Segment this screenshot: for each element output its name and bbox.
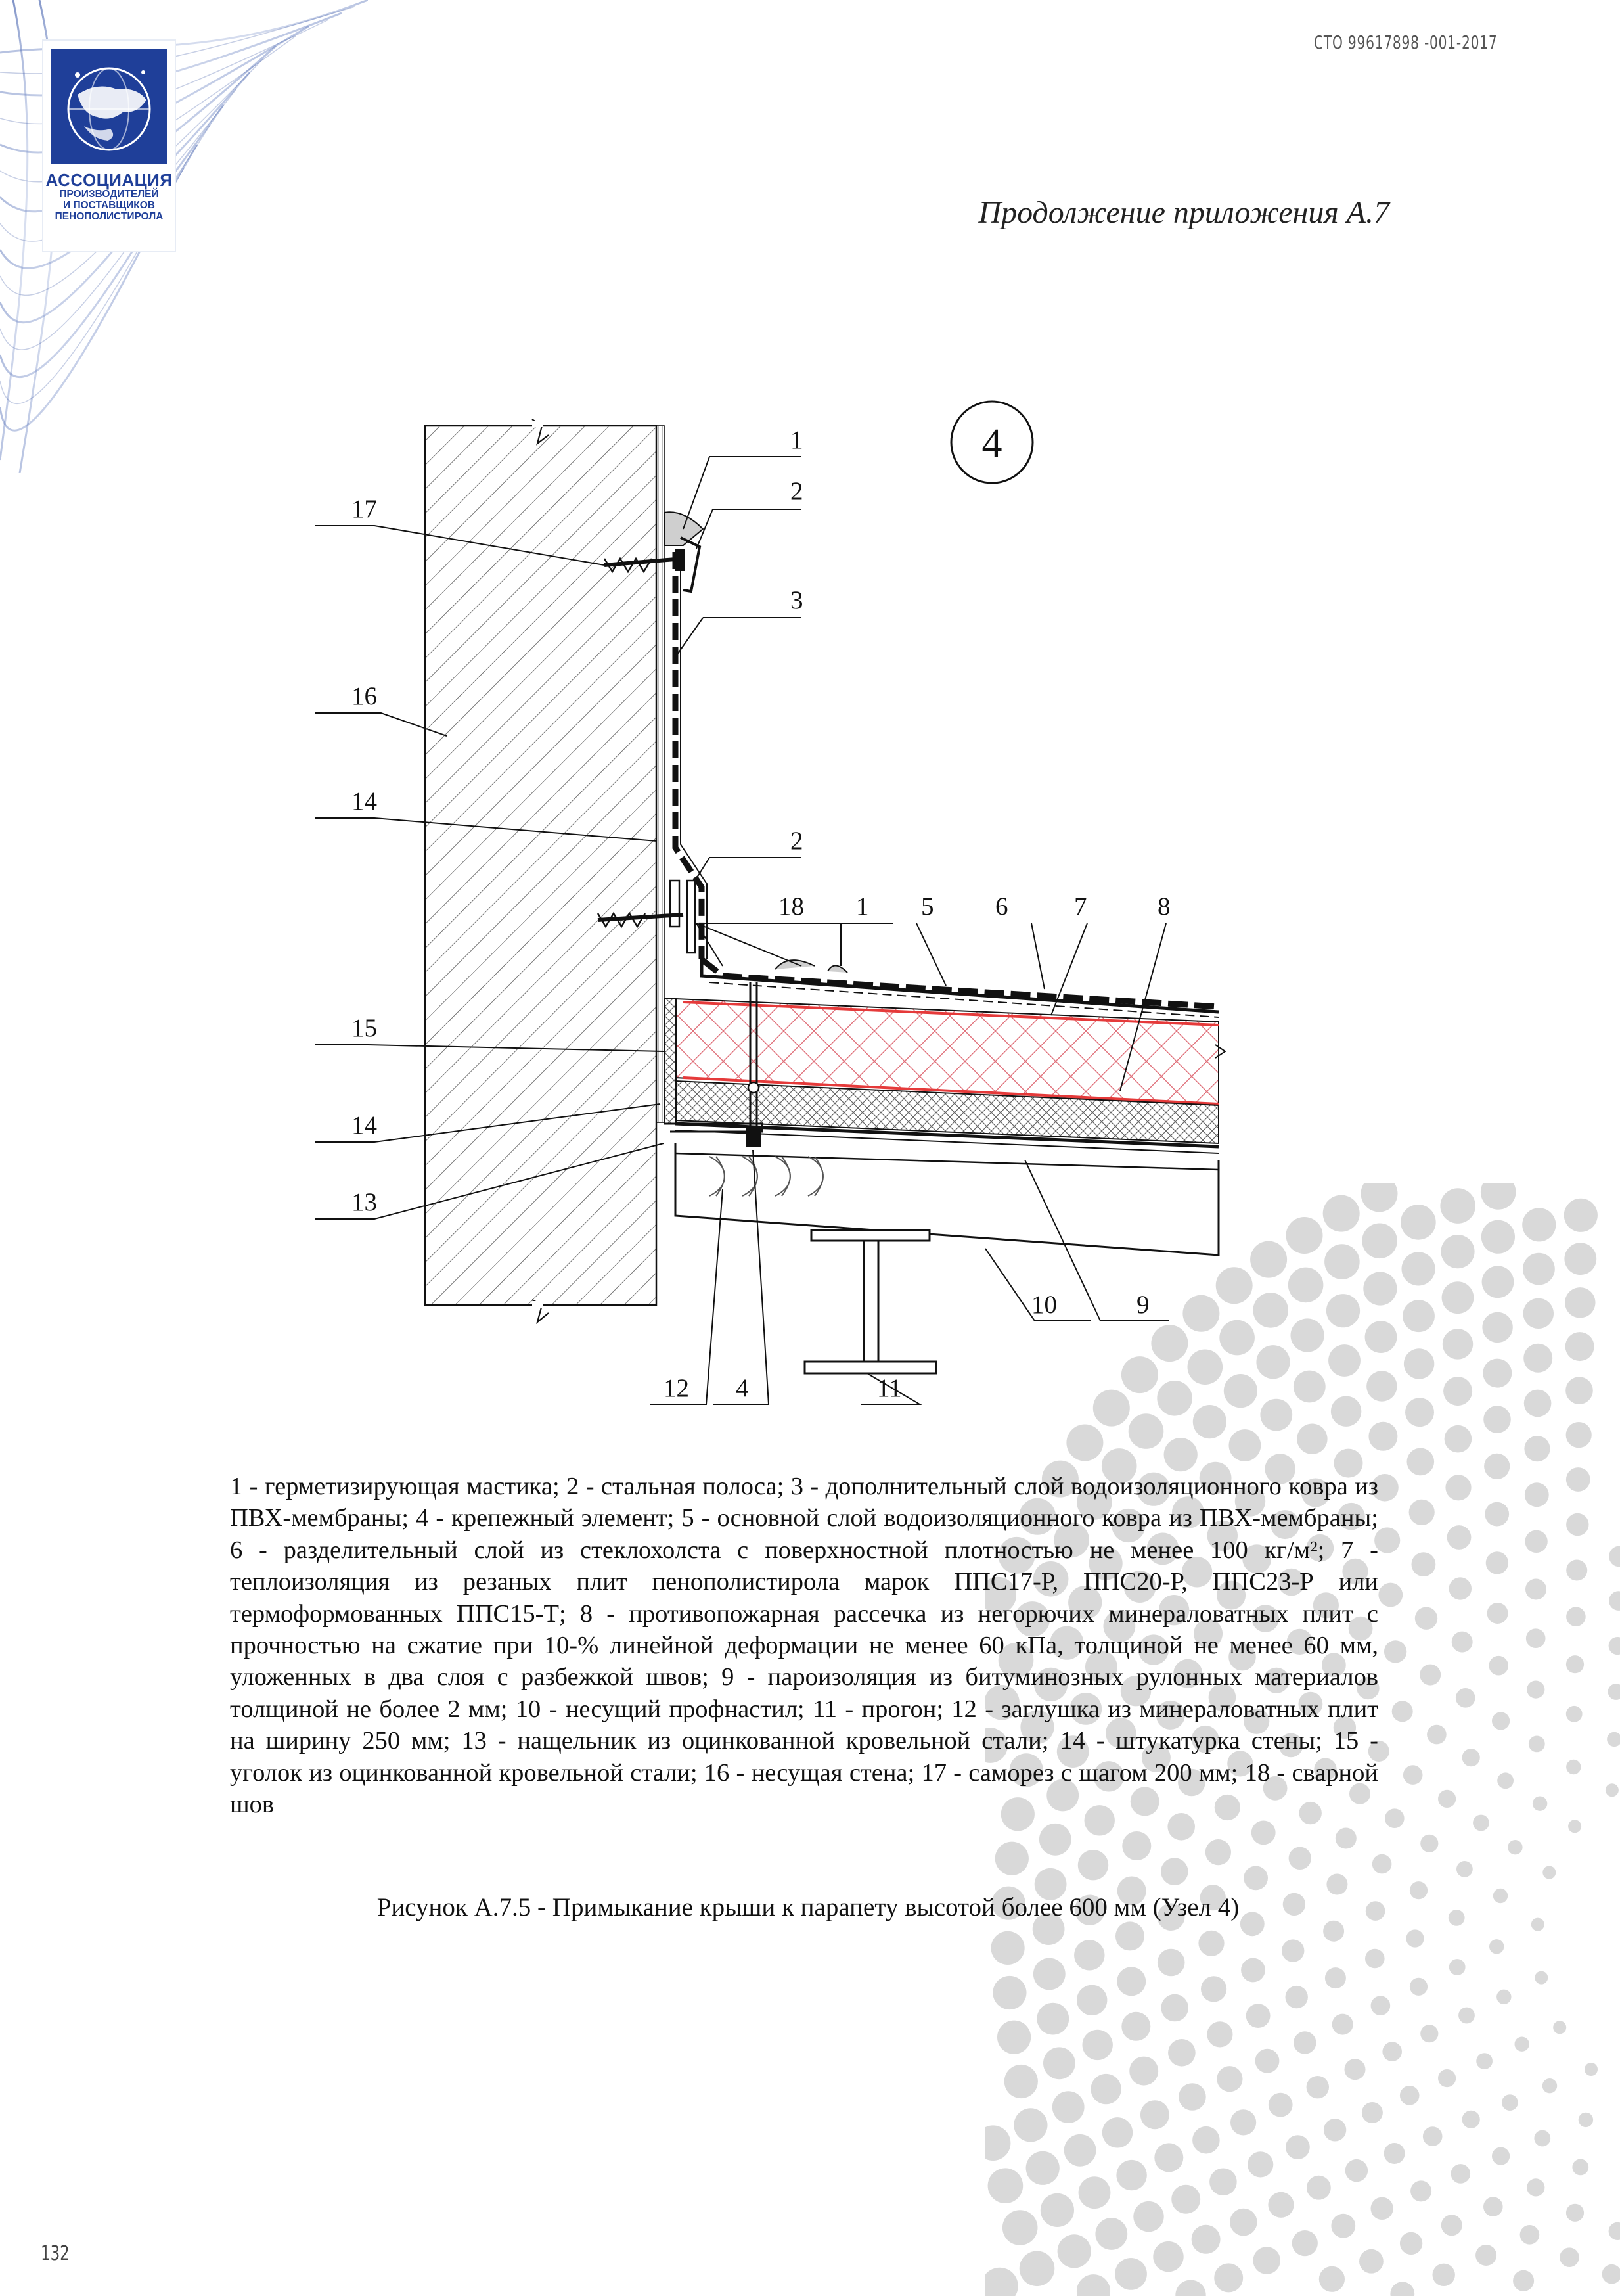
decorative-dot [1564, 1199, 1598, 1232]
decorative-dot [1268, 2192, 1294, 2218]
decorative-dot [1441, 1235, 1474, 1268]
decorative-dot [1443, 1329, 1473, 1359]
decorative-dot [1074, 1940, 1104, 1970]
decorative-dot [1456, 1688, 1475, 1708]
decorative-dot [1121, 2012, 1150, 2041]
decorative-dot [1365, 1321, 1397, 1353]
decorative-dot [1129, 2057, 1158, 2086]
decorative-dot [1405, 1398, 1434, 1427]
decorative-dot [1286, 2135, 1310, 2159]
decorative-dot [1523, 1298, 1554, 1329]
decorative-dot [1164, 1438, 1198, 1471]
decorative-dot [1002, 2210, 1038, 2245]
decorative-dot [991, 1931, 1025, 1965]
decorative-dot [1286, 1986, 1308, 2008]
node-number: 4 [981, 421, 1002, 466]
decorative-dot [1531, 1918, 1544, 1931]
label-3: 3 [790, 586, 803, 614]
decorative-dot [1241, 1958, 1265, 1983]
decorative-dot [1328, 1344, 1361, 1377]
label-2-top: 2 [790, 477, 803, 505]
decorative-dot [1230, 2209, 1257, 2236]
decorative-dot [1133, 2201, 1163, 2232]
decorative-dot [1406, 1929, 1424, 1947]
decorative-dot [1255, 2049, 1280, 2073]
decorative-dot [1292, 2230, 1318, 2256]
decorative-dot [1115, 2258, 1147, 2290]
decorative-dot [1345, 2159, 1368, 2182]
decorative-dot [1566, 1706, 1583, 1722]
decorative-dot [1198, 1931, 1224, 1956]
decorative-dot [1527, 1681, 1544, 1699]
logo-line-2: ПРОИЗВОДИТЕЛЕЙ [59, 189, 159, 200]
decorative-dot [1248, 2151, 1273, 2177]
decorative-dot [1043, 2047, 1075, 2079]
roof-parapet-junction-drawing [315, 381, 1288, 1433]
decorative-dot [1332, 2014, 1353, 2035]
decorative-dot [1326, 1874, 1347, 1895]
decorative-dot [1209, 2169, 1237, 2196]
decorative-dot [1020, 2251, 1055, 2287]
decorative-dot [1331, 2214, 1355, 2238]
decorative-dot [1542, 2078, 1557, 2093]
document-code: СТО 99617898 -001-2017 [1314, 32, 1498, 53]
decorative-dot [1565, 1377, 1593, 1404]
decorative-dot [1489, 1656, 1508, 1676]
decorative-dot [1483, 2197, 1503, 2216]
label-2-mid: 2 [790, 827, 803, 855]
figure-caption: Рисунок А.7.5 - Примыкание крыши к парапету высотой более 600 мм (Узел 4) [376, 1893, 1240, 1921]
decorative-dot [1229, 1429, 1261, 1461]
decorative-dot [1371, 1996, 1391, 2015]
wall-plaster [656, 426, 664, 1122]
label-10: 10 [1031, 1291, 1057, 1319]
decorative-dot [1294, 2031, 1316, 2054]
decorative-dot [1443, 1377, 1472, 1406]
decorative-dot [1529, 1736, 1545, 1753]
decorative-dot [1513, 2270, 1534, 2291]
decorative-dot [995, 1842, 1029, 1875]
decorative-dot [1385, 1808, 1405, 1828]
decorative-dot [1192, 2225, 1221, 2254]
decorative-dot [1217, 2066, 1242, 2092]
decorative-dot [1246, 2004, 1271, 2028]
decorative-dot [1438, 1790, 1456, 1808]
decorative-dot [1451, 2164, 1471, 2184]
decorative-dot [1579, 2113, 1593, 2127]
decorative-dot [1014, 2108, 1047, 2142]
decorative-dot [1483, 1359, 1512, 1388]
decorative-dot [1410, 2180, 1431, 2201]
drawing-legend: 1 - герметизирующая мастика; 2 - стальная полоса; 3 - дополнительный слой водоизоляционного ковра из ПВХ-мембраны; 4 - крепежный элемент; 5 - основной слой водоизоляционного ковра из ПВХ-мембраны; 6 - разделительный слой из стеклохолста с поверхностной плотностью не менее 100 кг/м²; 7 - теплоизоляция из резаных плит пенополистирола марок ППС17-Р, ППС20-Р, ППС23-Р или термоформованных ППС15-Т; 8 - противопожарная рассечка из негорючих минераловатных плит с прочностью на сжатие при 10-% линейной деформации не менее 60 кПа, толщиной не менее 60 мм, уложенных в два слоя с разбежкой швов; 9 - пароизоляция из битуминозных рулонных материалов толщиной не более 2 мм; 10 - несущий профнастил; 11 - прогон; 12 - заглушка из минераловатных плит на ширину 250 мм; 13 - нащельник из оцинкованной кровельной стали; 14 - штукатурка стены; 15 - уголок из оцинкованной кровельной стали; 16 - несущая стена; 17 - саморез с шагом 200 мм; 18 - сварной шов [230, 1473, 1378, 1819]
decorative-dot [1410, 1881, 1428, 1899]
decorative-dot [1483, 1406, 1511, 1433]
decorative-dot [1039, 1824, 1071, 1856]
decorative-dot [1489, 1939, 1504, 1954]
decorative-dot [1566, 1760, 1581, 1774]
decorative-dot [1037, 2003, 1069, 2035]
decorative-dot [1404, 1348, 1434, 1379]
decorative-dot [1371, 2197, 1393, 2220]
decorative-dot [1384, 1640, 1406, 1663]
decorative-dot [1230, 2109, 1256, 2135]
decorative-dot [1420, 2025, 1438, 2042]
decorative-dot [1319, 2266, 1345, 2292]
decorative-dot [1297, 1424, 1327, 1454]
decorative-dot [1362, 2102, 1383, 2123]
label-9: 9 [1136, 1291, 1150, 1319]
decorative-dot [1041, 2193, 1074, 2227]
decorative-dot [1004, 2065, 1038, 2098]
association-logo [43, 41, 175, 251]
logo-line-4: ПЕНОПОЛИСТИРОЛА [55, 210, 164, 222]
decorative-dot [1171, 2185, 1200, 2214]
decorative-dot [1122, 1831, 1151, 1860]
decorative-dot [1282, 1939, 1304, 1962]
decorative-dot [1095, 2218, 1127, 2250]
decorative-dot [1158, 1949, 1185, 1977]
decorative-dot [1526, 1628, 1546, 1648]
decorative-dot [1492, 1712, 1510, 1730]
decorative-dot [1527, 2178, 1544, 2196]
decorative-dot [1473, 1815, 1489, 1831]
decorative-dot [1515, 2037, 1529, 2052]
decorative-dot [1286, 1217, 1323, 1254]
decorative-dot [1401, 1205, 1436, 1240]
decorative-dot [1525, 1579, 1546, 1600]
decorative-dot [1323, 1921, 1344, 1942]
decorative-dot [1462, 2111, 1480, 2128]
logo-line-3: И ПОСТАВЩИКОВ [63, 199, 155, 211]
decorative-dot [1534, 2130, 1550, 2147]
decorative-dot [1402, 1252, 1435, 1285]
decorative-dot [1508, 1840, 1522, 1854]
decorative-dot [1161, 1994, 1188, 2022]
decorative-dot [1535, 1971, 1548, 1985]
label-16: 16 [351, 682, 377, 710]
label-5: 5 [921, 892, 934, 921]
decorative-dot [1449, 1577, 1472, 1599]
decorative-dot [1476, 2053, 1493, 2069]
label-4: 4 [736, 1374, 749, 1402]
decorative-dot [1365, 1949, 1385, 1969]
decorative-dot [1077, 2274, 1110, 2296]
decorative-dot [1485, 1502, 1509, 1527]
decorative-dot [1289, 1847, 1311, 1870]
decorative-dot [1168, 2039, 1196, 2067]
profiled-deck [675, 1143, 1219, 1255]
decorative-dot [1251, 1821, 1276, 1845]
decorative-dot [1449, 1959, 1466, 1975]
decorative-dot [1078, 1850, 1108, 1880]
decorative-dot [1153, 2241, 1183, 2272]
decorative-dot [1487, 1603, 1508, 1624]
decorative-dot [1533, 1797, 1547, 1811]
page-number: 132 [41, 2242, 70, 2265]
decorative-dot [1140, 2100, 1169, 2129]
decorative-dot [1407, 1448, 1435, 1476]
decorative-dot [1496, 1990, 1511, 2004]
decorative-dot [993, 1976, 1026, 2009]
decorative-dot [1609, 2222, 1620, 2240]
decorative-dot [1420, 1665, 1441, 1686]
decorative-dot [1566, 1607, 1586, 1626]
decorative-dot [1445, 1475, 1471, 1500]
decorative-dot [1410, 1978, 1428, 1996]
decorative-dot [1566, 1422, 1592, 1448]
decorative-dot [1441, 2215, 1462, 2236]
decorative-dot [1568, 1820, 1581, 1833]
decorative-dot [1585, 2063, 1598, 2076]
decorative-dot [1179, 2083, 1206, 2111]
label-14-top: 14 [351, 787, 377, 815]
decorative-dot [1207, 2021, 1232, 2047]
decorative-dot [1288, 1268, 1324, 1303]
decorative-dot [1161, 1858, 1188, 1885]
label-6: 6 [995, 892, 1008, 921]
decorative-dot [1091, 2074, 1121, 2104]
decorative-dot [1462, 1749, 1480, 1766]
decorative-dot [1606, 1783, 1619, 1797]
decorative-dot [1572, 2159, 1588, 2176]
decorative-dot [1323, 1195, 1360, 1232]
decorative-dot [1052, 2091, 1085, 2123]
decorative-dot [1331, 1396, 1361, 1427]
decorative-dot [1366, 1371, 1397, 1401]
label-8: 8 [1158, 892, 1171, 921]
decorative-dot [1294, 1371, 1326, 1403]
decorative-dot [1438, 2069, 1456, 2087]
decorative-dot [1363, 1272, 1397, 1305]
decorative-dot [1368, 1422, 1397, 1451]
decorative-dot [1205, 1839, 1231, 1865]
decorative-dot [1390, 2282, 1414, 2296]
decorative-dot [1566, 2204, 1584, 2222]
decorative-dot [1486, 1551, 1508, 1574]
label-14-bot: 14 [351, 1111, 377, 1139]
decorative-dot [1433, 2264, 1455, 2286]
decorative-dot [1523, 1253, 1555, 1285]
decorative-dot [1497, 1772, 1514, 1789]
decorative-dot [1079, 2176, 1111, 2209]
decorative-dot [1415, 1607, 1437, 1630]
decorative-dot [1400, 2086, 1420, 2105]
label-11: 11 [877, 1374, 902, 1402]
decorative-dot [1403, 1765, 1423, 1785]
decorative-dot [1064, 2134, 1096, 2167]
decorative-dot [1403, 1300, 1435, 1332]
decorative-dot [1440, 1188, 1475, 1224]
decorative-dot [1077, 1985, 1107, 2015]
decorative-dot [1359, 2249, 1384, 2274]
decorative-dot [985, 2125, 1010, 2161]
decorative-dot [1484, 1454, 1510, 1479]
decorative-dot [1560, 2247, 1579, 2267]
decorative-dot [1565, 1332, 1594, 1361]
decorative-dot [1423, 2126, 1443, 2146]
decorative-dot [1083, 2030, 1113, 2060]
decorative-dot [1449, 1910, 1465, 1926]
decorative-dot [1565, 1287, 1595, 1318]
label-15: 15 [351, 1014, 377, 1042]
label-1-top: 1 [790, 426, 803, 454]
label-7: 7 [1074, 892, 1087, 921]
decorative-dot [1409, 1500, 1435, 1525]
decorative-dot [1523, 1344, 1552, 1373]
decorative-dot [1481, 1220, 1515, 1254]
purlin-ibeam [805, 1230, 936, 1373]
decorative-dot [1481, 1183, 1516, 1210]
decorative-dot [1253, 2247, 1280, 2274]
decorative-dot [1175, 2280, 1205, 2296]
decorative-dot [1384, 2143, 1405, 2164]
decorative-dot [1058, 2234, 1091, 2268]
decorative-dot [1482, 1312, 1512, 1343]
decorative-dot [1452, 1632, 1473, 1653]
decorative-dot [1458, 2008, 1475, 2024]
decorative-dot [1366, 1901, 1385, 1921]
decorative-dot [1117, 1967, 1146, 1996]
decorative-dot [1361, 1183, 1398, 1212]
decorative-dot [1336, 1828, 1357, 1849]
decorative-dot [1116, 2160, 1146, 2190]
decorative-dot [1201, 1976, 1226, 2002]
decorative-dot [1326, 1294, 1360, 1327]
decorative-dot [1324, 2119, 1346, 2141]
decorative-dot [1291, 1318, 1324, 1352]
label-17: 17 [351, 495, 377, 523]
decorative-dot [1525, 1530, 1547, 1553]
decorative-dot [1609, 1637, 1620, 1655]
decorative-dot [1475, 2245, 1496, 2266]
decorative-dot [985, 2268, 1018, 2296]
decorative-dot [1154, 2143, 1183, 2172]
decorative-dot [1115, 1921, 1144, 1950]
decorative-dot [1609, 1591, 1620, 1611]
decorative-dot [1362, 1224, 1397, 1259]
decorative-dot [1524, 1390, 1552, 1417]
label-18: 18 [778, 892, 804, 921]
decorative-dot [1602, 2264, 1620, 2284]
decorative-dot [1412, 1552, 1436, 1576]
decorative-dot [1482, 1266, 1514, 1298]
label-1-mid: 1 [856, 892, 869, 921]
decorative-dot [1566, 1560, 1587, 1581]
decorative-dot [1400, 2232, 1422, 2255]
decorative-dot [1607, 1732, 1620, 1747]
decorative-dot [1427, 1725, 1447, 1745]
decorative-dot [1608, 1684, 1620, 1700]
decorative-dot [1542, 1866, 1556, 1879]
decorative-dot [1033, 1958, 1066, 1990]
decorative-dot [1442, 1281, 1474, 1314]
decorative-dot [1525, 1482, 1549, 1507]
decorative-dot [1244, 1866, 1268, 1891]
decorative-dot [1192, 2126, 1220, 2154]
decorative-dot [1553, 2021, 1566, 2034]
decorative-dot [1456, 1861, 1473, 1877]
decorative-dot [1269, 2093, 1293, 2117]
decorative-dot [1524, 1436, 1550, 1461]
decorative-dot [1392, 1701, 1413, 1722]
decorative-dot [1307, 2176, 1331, 2200]
decorative-dot [1609, 1546, 1620, 1567]
decorative-dot [1447, 1525, 1472, 1550]
decorative-dot [1502, 2094, 1518, 2111]
decorative-dot [1026, 2151, 1060, 2185]
decorative-dot [1307, 2076, 1329, 2098]
decorative-dot [1378, 1583, 1403, 1607]
decorative-dot [1566, 1655, 1584, 1673]
decorative-dot [1382, 2042, 1402, 2061]
decorative-dot [1522, 1208, 1556, 1241]
decorative-dot [1102, 2117, 1133, 2147]
decorative-dot [1445, 1425, 1472, 1453]
logo-line-1: АССОЦИАЦИЯ [45, 170, 173, 190]
decorative-dot [1566, 1513, 1588, 1536]
decorative-dot [1520, 2225, 1540, 2245]
label-12: 12 [664, 1374, 689, 1402]
decorative-dot [1345, 2059, 1366, 2080]
decorative-dot [997, 2021, 1031, 2054]
decorative-dot [1493, 1889, 1508, 1903]
decorative-dot [1325, 1967, 1346, 1988]
decorative-dot [1214, 2263, 1243, 2292]
decorative-dot [1324, 1244, 1360, 1279]
globe-icon [51, 49, 167, 164]
decorative-dot [988, 2168, 1024, 2203]
decorative-dot [1564, 1243, 1596, 1275]
decorative-dot [1372, 1854, 1392, 1874]
decorative-dot [1420, 1835, 1438, 1852]
appendix-title: Продолжение приложения А.7 [978, 195, 1389, 230]
decorative-dot [1492, 2147, 1510, 2165]
decorative-dot [1566, 1467, 1590, 1492]
label-13: 13 [351, 1188, 377, 1216]
